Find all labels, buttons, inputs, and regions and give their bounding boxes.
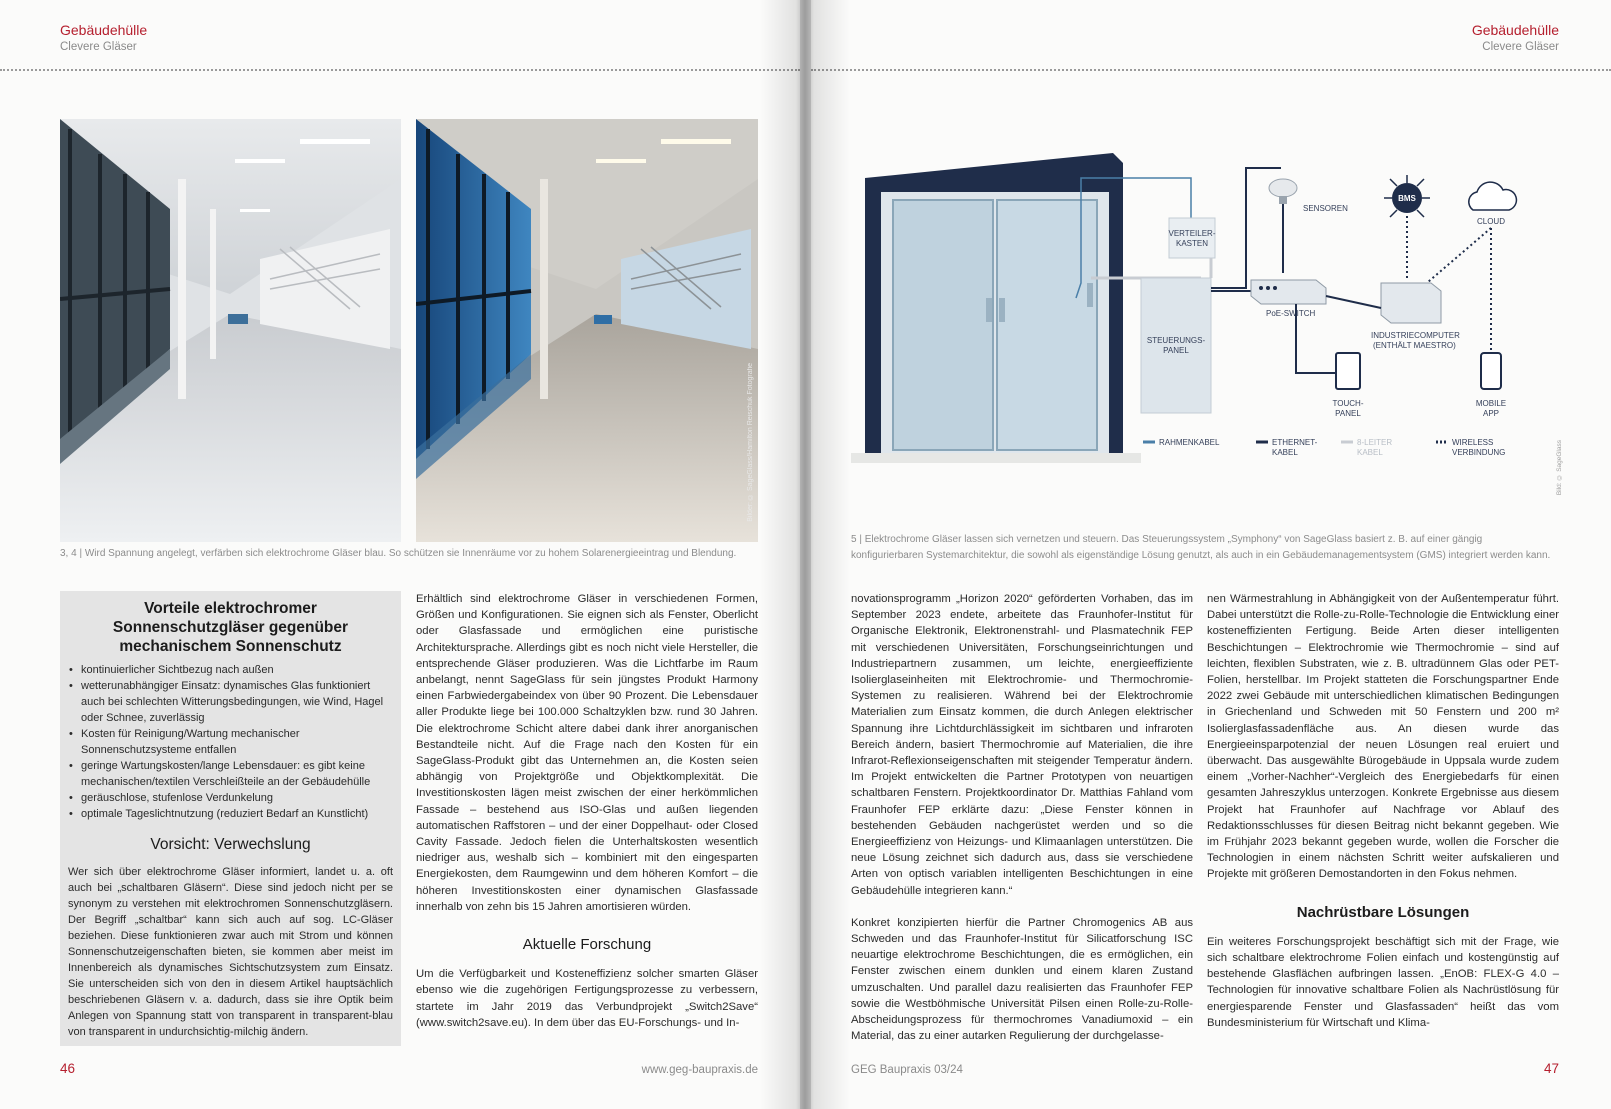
svg-text:(ENTHÄLT MAESTRO): (ENTHÄLT MAESTRO): [1373, 341, 1456, 350]
photo-credit: Bilder: © SageGlass/Hamilton Reischuk Fotografie: [747, 363, 754, 522]
legend-label: 8-LEITER: [1357, 438, 1393, 447]
running-head-left: [60, 22, 147, 53]
svg-text:KABEL: KABEL: [1357, 448, 1383, 457]
website-footer: www.geg-baupraxis.de: [641, 1064, 758, 1076]
svg-text:PANEL: PANEL: [1163, 346, 1189, 355]
list-item: • geringe Wartungskosten/lange Lebensdauer: es gibt keine mechanischen/textilen Verschleißteile an der Gebäudehülle: [68, 758, 393, 790]
info-box-body: Wer sich über elektrochrome Gläser informiert, landet u. a. oft auch bei „schaltbaren Gläsern“. Diese sind jedoch nicht per se synonym zu verstehen mit elektrochromen Sonnenschutzgläsern. Der Begriff „schaltbar“ kann sich auch auf sog. LC-Gläser beziehen. Diese funktionieren zwar auch mit Strom und können Sonnenschutzeigenschaften bieten, sie kommen aber meist im Innenbereich als dynamisches Sichtschutzsystem zum Einsatz. Sie unterscheiden sich von den in diesem Artikel hauptsächlich beschriebenen Gläsern v. a. dadurch, dass sie ihre Optik beim Anlegen von Spannung statt von transparent in transparent-blau von transparent in undurchsichtig-milchig ändern.: [68, 866, 393, 1038]
label-touch-panel: TOUCH-: [1332, 399, 1364, 408]
heading-aktuelle-forschung: Aktuelle Forschung: [522, 936, 652, 954]
list-item: • kontinuierlicher Sichtbezug nach außen: [68, 662, 393, 678]
label-sensoren: SENSOREN: [1303, 204, 1348, 213]
body-column-right-1: [851, 591, 1193, 1044]
legend-label: WIRELESS: [1452, 438, 1494, 447]
network-diagram: [851, 148, 1556, 488]
section-title: Gebäudehülle: [1471, 22, 1559, 38]
page-number-left: 46: [60, 1061, 76, 1076]
label-bms: BMS: [1398, 194, 1416, 203]
legend-label: ETHERNET-: [1272, 438, 1318, 447]
svg-text:PANEL: PANEL: [1335, 409, 1361, 418]
label-industriecomputer: INDUSTRIECOMPUTER: [1371, 331, 1460, 340]
list-item: • geräuschlose, stufenlose Verdunkelung: [68, 790, 393, 806]
advantages-list: [68, 662, 393, 822]
issue-footer: GEG Baupraxis 03/24: [851, 1064, 963, 1076]
list-item: • Kosten für Reinigung/Wartung mechanischer Sonnenschutzsysteme entfallen: [68, 726, 393, 758]
header-divider: [0, 69, 800, 71]
info-box-title: Vorteile elektrochromer Sonnenschutzgläser gegenüber mechanischem Sonnenschutz: [112, 600, 349, 655]
svg-text:KASTEN: KASTEN: [1175, 239, 1209, 248]
label-steuerung: STEUERUNGS-: [1146, 336, 1206, 345]
legend-label: RAHMENKABEL: [1159, 438, 1220, 447]
label-cloud: CLOUD: [1476, 217, 1506, 226]
info-box-heading-caution: Vorsicht: Verwechslung: [150, 836, 311, 853]
body-paragraph: novationsprogramm „Horizon 2020“ geförderten Vorhaben, das im September 2023 endete, arbeitete das Fraunhofer-Institut für Organische Elektronik, Elektronenstrahl- und Plasmatechnik FEP mit verschiedenen Universitäten, Forschungseinrichtungen und Industriepartnern zusammen, um leichte, energieeffiziente Isolierglaseinheiten mit Elektrochromie- und Thermochromie-Systemen zu realisieren. Während bei der Elektrochromie Materialien zum Einsatz kommen, die durch Anlegen elektrischer Spannung ihre Lichtdurchlässigkeit im sichtbaren und infraroten Bereich ändern, basiert Thermochromie auf Materialien, die ihre Infrarot-Reflexionseigenschaften mit steigender Temperatur ändern. Im Projekt entwickelten die Partner Prototypen von neuartigen schaltbaren Fenstern. Projektkoordinator Dr. Matthias Fahland vom Fraunhofer FEP erklärte dazu: „Diese Fenster können in bestehenden Gebäuden nachgerüstet werden und so die Energieeffizienz von Heizungs- und Klimaanlagen unterstützen. Die neue Lösung zeichnet sich dadurch aus, dass sie verschiedene Arten von optisch variablen intelligenten Beschichtungen in eine Gebäudehülle integrieren kann.“: [851, 593, 1193, 897]
body-column-right-2: [1207, 591, 1559, 1031]
label-verteiler: VERTEILER-: [1168, 229, 1216, 238]
body-paragraph: Um die Verfügbarkeit und Kosteneffizienz solcher smarten Gläser ebenso wie die zugehörigen Fertigungsprozesse zu verbessern, startete im Jahr 2019 das Verbundprojekt „Switch2Save“ (www.switch2save.eu). In dem über das EU-Forschungs- und In-: [416, 968, 758, 1029]
section-title: Gebäudehülle: [60, 22, 148, 38]
running-head-right: [1472, 22, 1559, 53]
photo-corridor-clear: [60, 119, 401, 542]
photo-corridor-tinted: [416, 119, 758, 542]
info-box: [60, 591, 401, 1046]
svg-text:KABEL: KABEL: [1272, 448, 1298, 457]
list-item: • wetterunabhängiger Einsatz: dynamisches Glas funktioniert auch bei schlechten Witterungsbedingungen, wie Wind, Hagel oder Schnee, zuverlässig: [68, 678, 393, 726]
label-poe-switch: PoE-SWITCH: [1266, 309, 1316, 318]
list-item: • optimale Tageslichtnutzung (reduziert Bedarf an Kunstlicht): [68, 806, 393, 822]
body-paragraph: Ein weiteres Forschungsprojekt beschäftigt sich mit der Frage, wie sich schaltbare elektrochrome Folien einfach und kostengünstig auf bestehende Glasflächen aufbringen lassen. „EnOB: FLEX-G 4.0 – Technologien für innovative schaltbare Folien als Nachrüstlösung für energiesparende Fenster und Glasfassaden“ heißt das vom Bundesministerium für Wirtschaft und Klima-: [1207, 935, 1559, 1029]
svg-text:VERBINDUNG: VERBINDUNG: [1452, 448, 1506, 457]
right-page: [811, 0, 1611, 1109]
figure-caption-5: 5 | Elektrochrome Gläser lassen sich vernetzen und steuern. Das Steuerungssystem „Symphony“ von SageGlass basiert z. B. auf einer gängig konfigurierbaren Systemarchitektur, die sowohl als eigenständige Lösung genutzt, als auch in ein Gebäudemanagementsystem (GMS) integriert werden kann.: [851, 534, 1551, 561]
label-mobile-app: MOBILE: [1475, 399, 1507, 408]
body-column-left: [416, 591, 758, 1031]
body-paragraph: nen Wärmestrahlung in Abhängigkeit von der Außentemperatur führt. Dabei unterstützt die Rolle-zu-Rolle-Technologie die Entwicklung einer kosteneffizienten Fertigung. Beide Arten dieser intelligenten Beschichtungen – Elektrochromie wie Thermochromie – sind auf leichten, flexiblen Substraten, wie z. B. ultradünnem Glas oder PET-Folien, herstellbar. Im Projekt statteten die Forschungspartner Ende 2022 zwei Gebäude mit unterschiedlichen klimatischen Bedingungen in Griechenland und Schweden mit 50 Fenstern und 200 m² Isolierglasfassadenfläche aus. An diesen wurde das Energieeinsparpotenzial der neuen Lösungen real eruiert und überwacht. Das ausgewählte Bürogebäude in Uppsala wurde zudem einem „Vorher-Nachher“-Vergleich des Energiebedarfs für einen gesamten Jahreszyklus unterzogen. Konkrete Ergebnisse aus diesem Projekt hat Fraunhofer auf Nachfrage vor Ablauf des Redaktionsschlusses für diesen Beitrag nicht bekannt gegeben. Wie im Frühjahr 2023 bekannt gegeben wurde, wollen die Forscher die Technologien in einem nächsten Schritt weiter aufskalieren und Projekte mit größeren Demostandorten in den Fokus nehmen.: [1207, 593, 1559, 881]
body-paragraph: Konkret konzipierten hierfür die Partner Chromogenics AB aus Schweden und das Fraunhofer-Institut für Silicatforschung ISC neuartige elektrochrome Beschichtungen, die es ermöglichen, ein Fenster zwischen einem dunklen und einem klaren Zustand umzuschalten. Und parallel dazu realisierten das Fraunhofer FEP sowie die Westböhmische Universität Pilsen einen Rolle-zu-Rolle-Abscheidungsprozess für thermochromes Vanadiumoxid – ein Material, das zu einer autarken Regulierung der durchgelasse-: [851, 916, 1193, 1043]
header-divider: [811, 69, 1611, 71]
heading-nachruestbare-loesungen: Nachrüstbare Lösungen: [1296, 903, 1470, 921]
section-subtitle: Clevere Gläser: [1482, 41, 1559, 53]
section-subtitle: Clevere Gläser: [60, 41, 137, 53]
figure-caption-3-4: 3, 4 | Wird Spannung angelegt, verfärben sich elektrochrome Gläser blau. So schützen sie Innenräume vor zu hohem Solarenergieeintrag und Blendung.: [60, 548, 737, 559]
page-number-right: 47: [1543, 1061, 1559, 1076]
diagram-credit: Bild: © SageGlass: [1556, 440, 1563, 496]
svg-text:APP: APP: [1482, 409, 1500, 418]
left-page: [0, 0, 800, 1109]
body-paragraph: Erhältlich sind elektrochrome Gläser in verschiedenen Formen, Größen und Konfigurationen. Sie eignen sich als Fenster, Oberlicht oder Glasfassade und ermöglichen eine puristische Architektursprache. Allerdings gibt es noch nicht viele Hersteller, die entsprechende Gläser produzieren. Was die Lichtfarbe im Raum anbelangt, nennt SageGlass für sein jüngstes Produkt Harmony einen Farbwiedergabeindex von über 90 Prozent. Die Lebensdauer aller Produkte liege bei 100.000 Schaltzyklen bzw. rund 30 Jahren. Die elektrochrome Schicht altere dabei dank ihrer anorganischen Bestandteile nicht. Auf die Frage nach den Kosten für ein SageGlass-Produkt gibt das Unternehmen an, die Kosten seien abhängig von Projektgröße und Objektkomplexität. Die Investitionskosten lägen meist zwischen der einer herkömmlichen Fassade – bestehend aus ISO-Glas und außen liegenden automatischen Raffstoren – und der einer Doppelhaut- oder Closed Cavity Fassade. Jedoch fielen die Unterhaltskosten wesentlich niedriger aus, weshalb sich – kombiniert mit den eingesparten Energiekosten, dem Raumgewinn und dem höheren Komfort – die höheren Investitionskosten einer dynamischen Glasfassade innerhalb von zehn bis 15 Jahren amortisieren würden.: [416, 593, 758, 913]
